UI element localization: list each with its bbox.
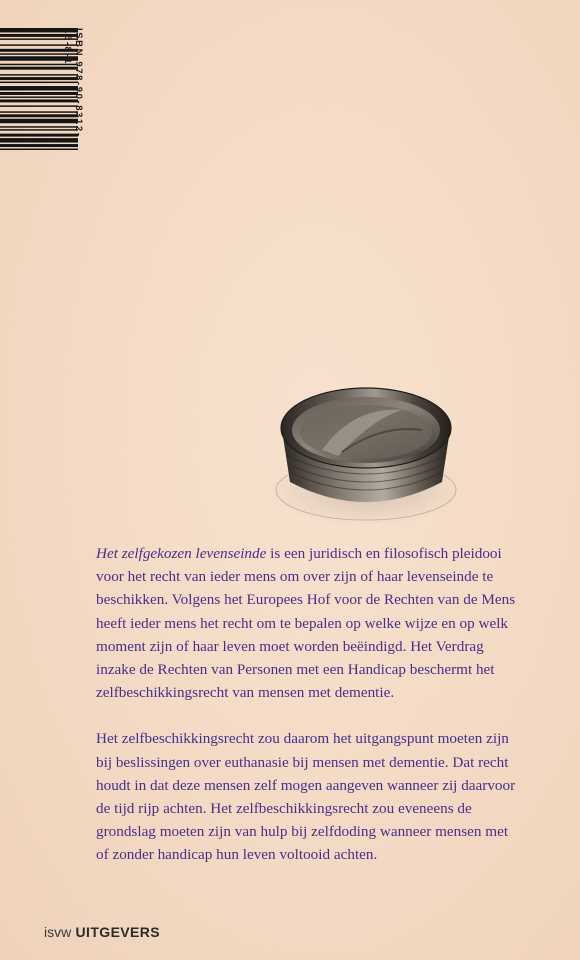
blurb — [96, 542, 516, 867]
barcode-bar — [0, 114, 78, 117]
blurb-paragraph-2: Het zelfbeschikkingsrecht zou daarom het uitgangspunt moeten zijn bij beslissingen over euthanasie bij mensen met dementie. Dat recht houdt in dat deze mensen zelf mogen aangeven wanneer zij daarvoor de tijd rijp achten. Het zelfbeschikkingsrecht zou eveneens de grondslag moeten zijn van hulp bij zelfdoding wanneer mensen met of zonder handicap hun leven voltooid achten. — [96, 730, 516, 864]
barcode-bar — [0, 144, 78, 147]
barcode-bar — [0, 119, 78, 123]
barcode-bar — [0, 138, 78, 142]
barcode-bar — [0, 92, 78, 95]
barcode-bar — [0, 82, 78, 83]
publisher-logo — [44, 924, 160, 940]
barcode-bar — [0, 149, 78, 150]
barcode-bar — [0, 96, 78, 97]
blurb-paragraph-1-text: is een juridisch en filosofisch pleidooi voor het recht van ieder mens om over zijn of haar levenseinde te beschikken. Volgens het Europees Hof voor de Rechten van de Mens heeft ieder mens het recht om te bepalen op welke wijze en op welk moment zijn of haar leven moet worden beëindigd. Het Verdrag inzake de Rechten van Personen met een Handicap beschermt het zelfbeschikkingsrecht van mensen met dementie. — [96, 545, 516, 702]
barcode-bar — [0, 99, 78, 102]
barcode-bar — [0, 67, 78, 70]
barcode-bar — [0, 129, 78, 130]
barcode-bar — [0, 74, 78, 75]
blurb-paragraph-1 — [96, 542, 516, 704]
barcode-bar — [0, 126, 78, 127]
barcode-bar — [0, 86, 78, 90]
book-title: Het zelfgekozen levenseinde — [96, 545, 267, 562]
publisher-logo-mark: isvw — [44, 924, 72, 940]
publisher-name: UITGEVERS — [75, 924, 161, 940]
barcode-bar — [0, 77, 78, 80]
barcode-bar — [0, 105, 78, 106]
bottle-cap-illustration — [262, 372, 468, 532]
isbn-text: ISBN 978-90-8312-15-8-1 — [62, 28, 84, 138]
barcode-bar — [0, 134, 78, 137]
barcode-bar — [0, 111, 78, 112]
